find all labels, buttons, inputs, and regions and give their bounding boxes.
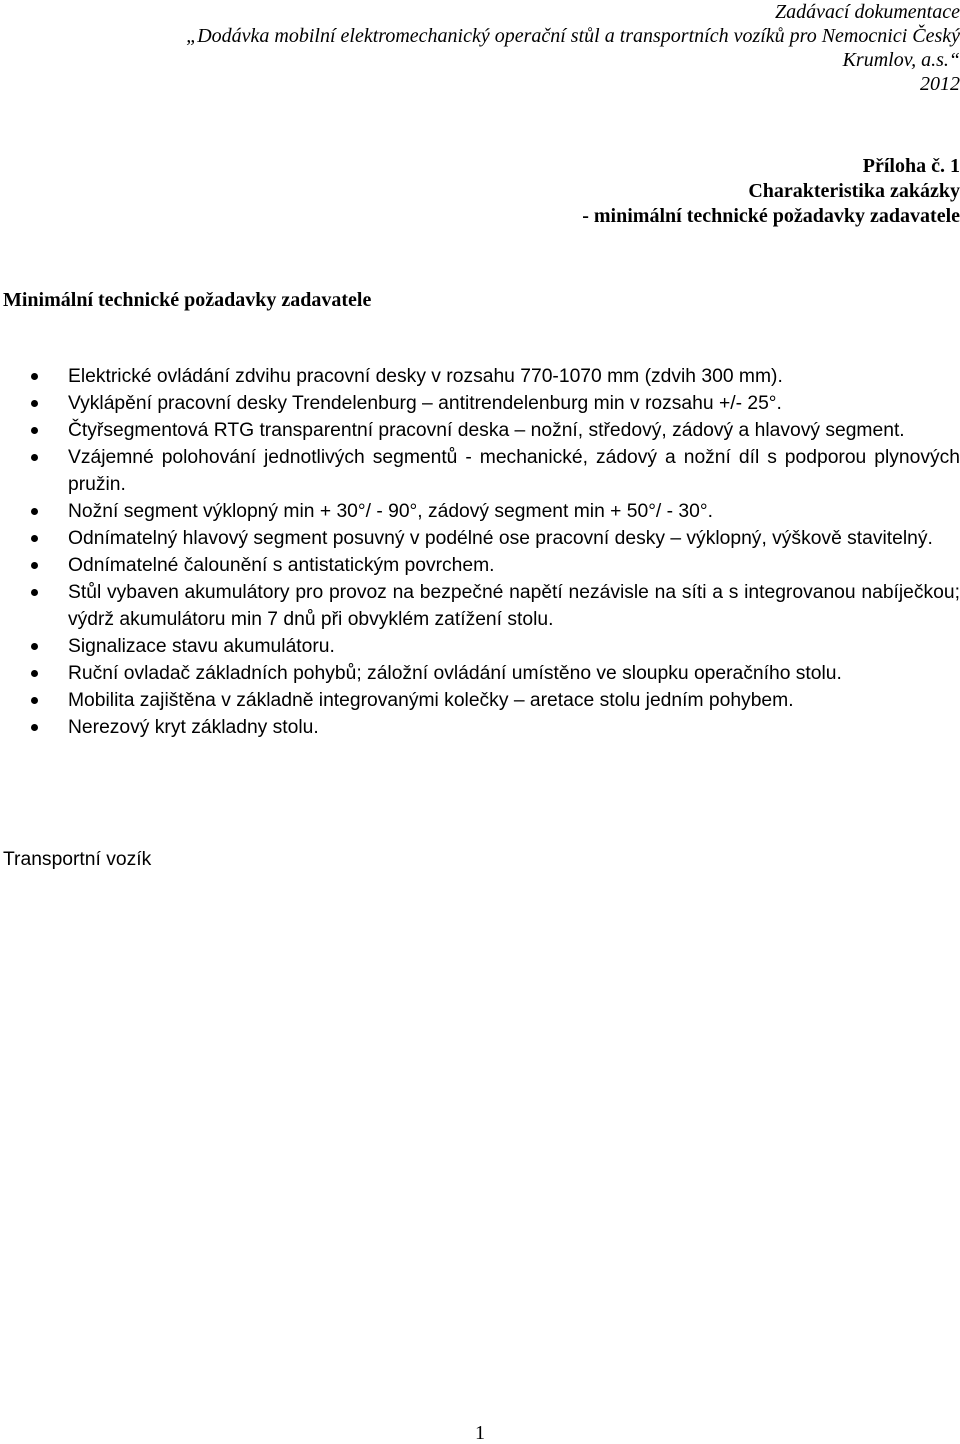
bullet-icon xyxy=(31,535,38,542)
list-item-text: Odnímatelný hlavový segment posuvný v podélné ose pracovní desky – výklopný, výškově stavitelný. xyxy=(68,528,933,549)
list-item xyxy=(0,660,960,687)
bullet-icon xyxy=(31,427,38,434)
list-item-text: Čtyřsegmentová RTG transparentní pracovní deska – nožní, středový, zádový a hlavový segment. xyxy=(68,420,905,441)
bullet-icon xyxy=(31,562,38,569)
header-tender-name-cont: Krumlov, a.s.“ xyxy=(842,49,960,71)
list-item xyxy=(0,552,960,579)
list-item xyxy=(0,444,960,498)
bullet-icon xyxy=(31,724,38,731)
document-header xyxy=(0,0,960,96)
list-item xyxy=(0,579,960,633)
list-item xyxy=(0,417,960,444)
bullet-icon xyxy=(31,697,38,704)
list-item-text: Mobilita zajištěna v základně integrovanými kolečky – aretace stolu jedním pohybem. xyxy=(68,690,794,711)
list-item xyxy=(0,363,960,390)
bullet-icon xyxy=(31,589,38,596)
list-item-text: Elektrické ovládání zdvihu pracovní desky v rozsahu 770-1070 mm (zdvih 300 mm). xyxy=(68,366,783,387)
section-title: Minimální technické požadavky zadavatele xyxy=(3,289,372,311)
list-item xyxy=(0,633,960,660)
bullet-icon xyxy=(31,373,38,380)
header-doc-type: Zadávací dokumentace xyxy=(775,1,960,23)
list-item-text: Nožní segment výklopný min + 30°/ - 90°, zádový segment min + 50°/ - 30°. xyxy=(68,501,713,522)
bullet-icon xyxy=(31,670,38,677)
header-year: 2012 xyxy=(920,73,960,95)
attachment-block xyxy=(582,154,960,229)
list-item xyxy=(0,714,960,741)
attachment-label: Příloha č. 1 xyxy=(862,155,960,177)
bullet-icon xyxy=(31,400,38,407)
list-item xyxy=(0,390,960,417)
bullet-icon xyxy=(31,454,38,461)
list-item-text: Vyklápění pracovní desky Trendelenburg – antitrendelenburg min v rozsahu +/- 25°. xyxy=(68,393,782,414)
requirements-list xyxy=(0,363,960,741)
list-item-text: Ruční ovladač základních pohybů; záložní ovládání umístěno ve sloupku operačního stolu. xyxy=(68,663,842,684)
transport-heading: Transportní vozík xyxy=(3,849,152,870)
header-tender-name: „Dodávka mobilní elektromechanický operační stůl a transportních vozíků pro Nemocnici Český xyxy=(186,25,960,47)
bullet-icon xyxy=(31,643,38,650)
list-item-text: Odnímatelné čalounění s antistatickým povrchem. xyxy=(68,555,495,576)
page-number: 1 xyxy=(475,1422,485,1444)
attachment-subtitle: - minimální technické požadavky zadavatele xyxy=(582,205,960,227)
list-item xyxy=(0,498,960,525)
attachment-title: Charakteristika zakázky xyxy=(748,180,960,202)
list-item-text: Stůl vybaven akumulátory pro provoz na bezpečné napětí nezávisle na síti a s integrovanou nabíječkou; výdrž akumulátoru min 7 dnů při obvyklém zatížení stolu. xyxy=(68,582,960,630)
list-item-text: Vzájemné polohování jednotlivých segmentů - mechanické, zádový a nožní díl s podporou plynových pružin. xyxy=(68,447,960,495)
list-item-text: Nerezový kryt základny stolu. xyxy=(68,717,319,738)
list-item xyxy=(0,687,960,714)
bullet-icon xyxy=(31,508,38,515)
list-item xyxy=(0,525,960,552)
list-item-text: Signalizace stavu akumulátoru. xyxy=(68,636,335,657)
